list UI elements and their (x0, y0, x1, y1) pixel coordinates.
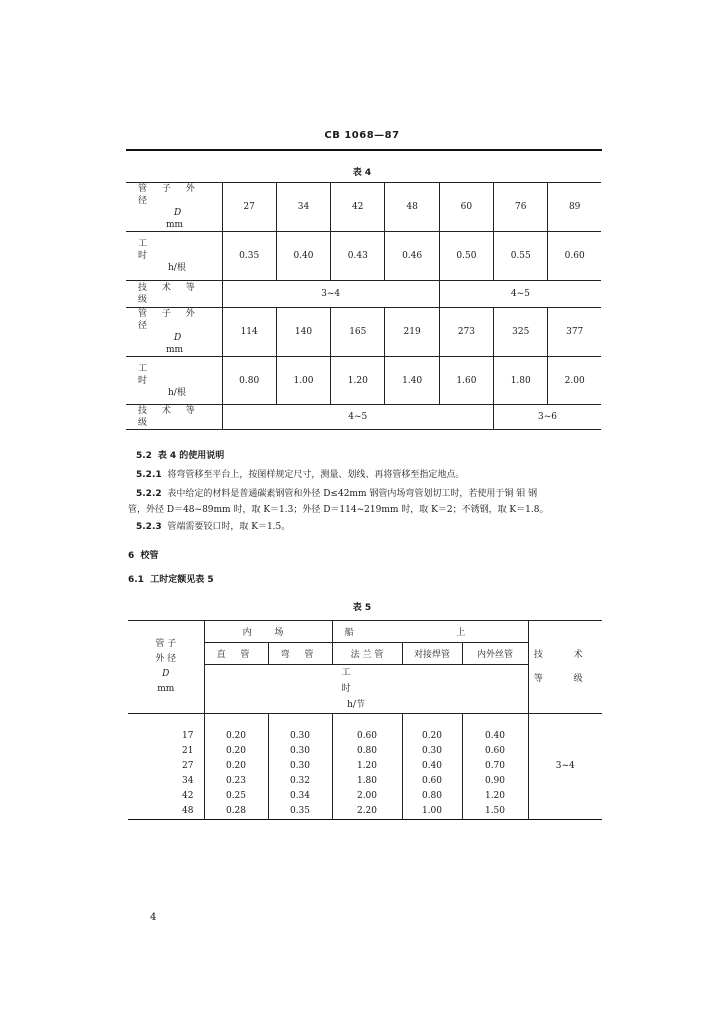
table-cell: 0.80 (402, 789, 462, 804)
table-cell: 2.00 (332, 789, 402, 804)
table-cell: 1.40 (385, 357, 439, 405)
table-5 (128, 620, 602, 820)
col-header: 弯 管 (268, 643, 332, 665)
col-header: 直 管 (204, 643, 268, 665)
table-cell: 34 (128, 774, 204, 789)
grade-cell: 3~4 (528, 714, 602, 820)
table-row (126, 405, 601, 430)
table-cell: 0.60 (402, 774, 462, 789)
section-6-heading: 6 校管 (128, 551, 159, 561)
table-cell: 4~5 (222, 405, 494, 430)
table-row (126, 232, 601, 281)
section-6-1-heading: 6.1 工时定额见表 5 (128, 575, 214, 585)
table-cell: 0.25 (204, 789, 268, 804)
table-cell: 0.34 (268, 789, 332, 804)
table-cell: 2.00 (548, 357, 601, 405)
table-cell: 0.40 (402, 759, 462, 774)
table-cell: 0.40 (462, 729, 528, 744)
col-header-diameter: 管 子 外 径 D mm (128, 621, 204, 714)
row-label-hours: 工 时 h/根 (126, 357, 222, 405)
table-cell: 0.20 (204, 744, 268, 759)
table4-caption: 表 4 (352, 168, 372, 178)
table-row (128, 621, 602, 643)
row-label-diameter: 管 子 外 径 D mm (126, 308, 222, 357)
table-cell: 0.30 (268, 729, 332, 744)
note-5-2-2-cont: 管，外径 D＝48~89mm 时，取 K＝1.3；外径 D＝114~219mm 时，取 K＝2；不锈钢，取 K＝1.8。 (128, 505, 549, 515)
table-cell: 0.46 (385, 232, 439, 281)
table-cell: 377 (548, 308, 601, 357)
document-code: CB 1068—87 (324, 130, 400, 141)
table-cell: 0.35 (268, 804, 332, 820)
table-cell: 42 (128, 789, 204, 804)
table-cell: 0.90 (462, 774, 528, 789)
table-cell: 0.32 (268, 774, 332, 789)
table-cell: 42 (331, 183, 385, 232)
table-cell: 325 (494, 308, 548, 357)
table-cell: 1.50 (462, 804, 528, 820)
table-cell: 27 (222, 183, 276, 232)
table-cell: 76 (494, 183, 548, 232)
group-inner: 内 场 (204, 621, 332, 643)
table-cell: 2.20 (332, 804, 402, 820)
table-cell: 0.35 (222, 232, 276, 281)
table5-caption: 表 5 (352, 603, 372, 613)
note-5-2-2: 5.2.2 表中给定的材料是普通碳素钢管和外径 D≤42mm 钢管内场弯管划切工时，若使用于铜 钼 钢 (136, 489, 538, 499)
table-cell: 0.23 (204, 774, 268, 789)
note-5-2: 5.2 表 4 的使用说明 (136, 451, 225, 461)
table-spacer-row (128, 714, 602, 730)
row-label-diameter: 管 子 外 径 D mm (126, 183, 222, 232)
table-cell: 0.80 (332, 744, 402, 759)
note-5-2-1: 5.2.1 将弯管移至平台上，按图样规定尺寸，测量、划线、再将管移至指定地点。 (136, 470, 465, 480)
col-header: 内外丝管 (462, 643, 528, 665)
table-cell: 17 (128, 729, 204, 744)
table-cell: 21 (128, 744, 204, 759)
table-cell: 3~4 (222, 281, 439, 308)
row-label-grade: 技 术 等 级 (126, 281, 222, 308)
table-cell: 0.28 (204, 804, 268, 820)
table-cell: 114 (222, 308, 276, 357)
table-cell: 89 (548, 183, 601, 232)
table-cell: 0.40 (276, 232, 330, 281)
table-row (126, 308, 601, 357)
table-cell: 1.00 (402, 804, 462, 820)
table-row (126, 281, 601, 308)
page-number: 4 (150, 912, 157, 923)
table-cell: 0.55 (494, 232, 548, 281)
table-cell: 0.20 (402, 729, 462, 744)
table-cell: 0.30 (268, 759, 332, 774)
table-row (126, 183, 601, 232)
row-label-hours: 工 时 h/根 (126, 232, 222, 281)
table-cell: 1.60 (439, 357, 493, 405)
table-cell: 273 (439, 308, 493, 357)
table-cell: 0.30 (402, 744, 462, 759)
col-header: 法 兰 管 (332, 643, 402, 665)
hours-header: 工 时 h/节 (204, 665, 528, 714)
table-cell: 60 (439, 183, 493, 232)
table-cell: 0.50 (439, 232, 493, 281)
table-cell: 3~6 (494, 405, 601, 430)
row-label-grade: 技 术 等 级 (126, 405, 222, 430)
table-cell: 4~5 (439, 281, 601, 308)
table-cell: 1.20 (462, 789, 528, 804)
table-cell: 0.60 (548, 232, 601, 281)
col-header-grade: 技 术 等 级 (528, 621, 602, 714)
table-row (126, 357, 601, 405)
table-cell: 34 (276, 183, 330, 232)
table-cell: 1.80 (332, 774, 402, 789)
table-cell: 0.30 (268, 744, 332, 759)
table-cell: 48 (128, 804, 204, 820)
group-ship: 船 上 (332, 621, 528, 643)
table-cell: 1.00 (276, 357, 330, 405)
table-cell: 0.43 (331, 232, 385, 281)
table-cell: 140 (276, 308, 330, 357)
table-cell: 165 (331, 308, 385, 357)
table-cell: 1.80 (494, 357, 548, 405)
table-cell: 1.20 (331, 357, 385, 405)
table-cell: 0.60 (332, 729, 402, 744)
table-cell: 0.20 (204, 729, 268, 744)
header-rule (126, 149, 602, 151)
table-4 (126, 182, 601, 430)
table-cell: 0.80 (222, 357, 276, 405)
table-cell: 1.20 (332, 759, 402, 774)
table-cell: 48 (385, 183, 439, 232)
table-cell: 219 (385, 308, 439, 357)
table-cell: 0.60 (462, 744, 528, 759)
table-cell: 27 (128, 759, 204, 774)
col-header: 对接焊管 (402, 643, 462, 665)
table-cell: 0.20 (204, 759, 268, 774)
note-5-2-3: 5.2.3 管端需要铰口时，取 K＝1.5。 (136, 522, 291, 532)
table-cell: 0.70 (462, 759, 528, 774)
